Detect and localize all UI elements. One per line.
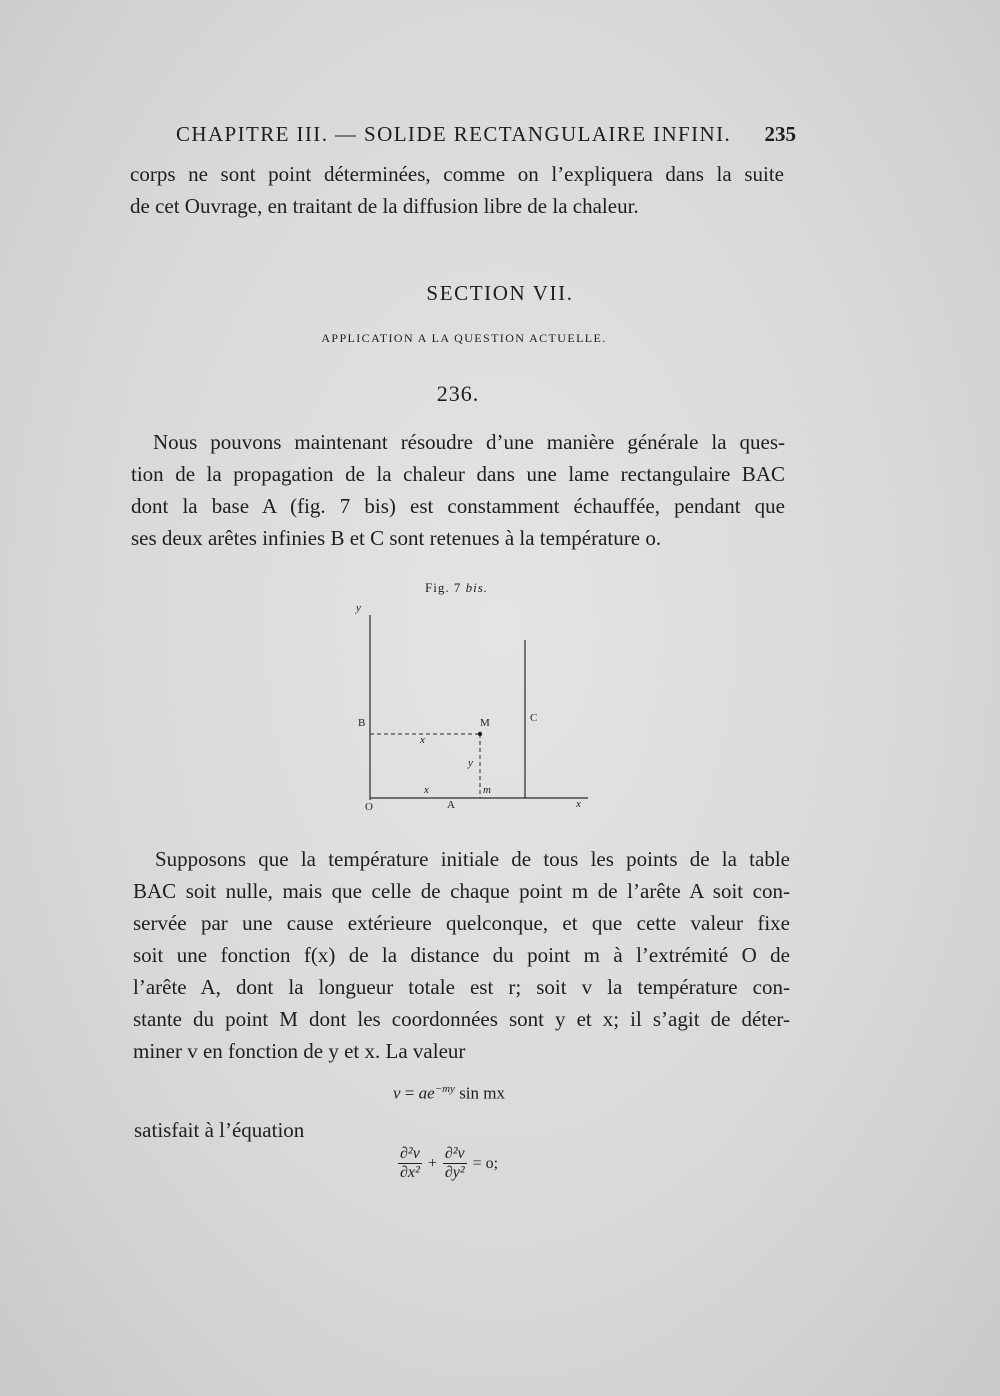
formula-exponent: −my	[434, 1083, 455, 1095]
fraction-term-1	[398, 1145, 422, 1182]
fraction-term-2	[443, 1145, 467, 1182]
text-line: Supposons que la température initiale de tous les points de la table	[155, 847, 790, 871]
text-line: ses deux arêtes infinies B et C sont retenues à la température o.	[131, 526, 662, 550]
label-x-lower: x	[424, 784, 429, 796]
text-line: servée par une cause extérieure quelconque, et que cette valeur fixe	[133, 911, 790, 935]
term1-numerator: ∂²v	[400, 1145, 420, 1162]
text-line: corps ne sont point déterminées, comme on l’expliquera dans la suite	[130, 162, 784, 186]
section-title: SECTION VII.	[426, 281, 574, 305]
term1-denominator: ∂x²	[400, 1164, 420, 1181]
label-m-lower: m	[483, 784, 491, 796]
text-line: tion de la propagation de la chaleur dans une lame rectangulaire BAC	[131, 462, 785, 486]
figure-7-bis	[340, 595, 600, 820]
formula-base: ae	[418, 1083, 435, 1103]
text-line: BAC soit nulle, mais que celle de chaque point m de l’arête A soit con-	[133, 879, 790, 903]
formula-equals: =	[400, 1083, 419, 1103]
paragraph-suppose	[133, 843, 790, 1067]
formula-rest: sin mx	[454, 1083, 505, 1103]
point-m-upper	[478, 732, 482, 736]
page-number: 235	[764, 122, 796, 146]
text-line: stante du point M dont les coordonnées sont y et x; il s’agit de déter-	[133, 1007, 790, 1031]
label-b: B	[358, 717, 366, 729]
plus-sign: +	[427, 1154, 437, 1172]
term2-numerator: ∂²v	[444, 1145, 465, 1162]
intro-paragraph	[130, 158, 784, 222]
text-line: de cet Ouvrage, en traitant de la diffusion libre de la chaleur.	[130, 194, 639, 218]
paragraph-236	[131, 426, 785, 554]
label-x-upper: x	[420, 734, 425, 746]
text-line: miner v en fonction de y et x. La valeur	[133, 1039, 466, 1063]
running-header	[176, 122, 796, 147]
equation-rhs: = o;	[472, 1154, 499, 1172]
formula-equation	[398, 1145, 498, 1182]
figure-caption-suffix: bis.	[465, 580, 489, 595]
text-line: Nous pouvons maintenant résoudre d’une manière générale la ques-	[153, 430, 785, 454]
section-subtitle: APPLICATION A LA QUESTION ACTUELLE.	[321, 331, 607, 345]
article-number: 236.	[436, 381, 480, 406]
label-y-segment: y	[468, 757, 473, 769]
running-title: CHAPITRE III. — SOLIDE RECTANGULAIRE INFINI.	[176, 122, 732, 146]
text-line: dont la base A (fig. 7 bis) est constamment échauffée, pendant que	[131, 494, 785, 518]
label-y-axis: y	[356, 602, 361, 614]
term2-denominator: ∂y²	[444, 1164, 465, 1181]
label-c: C	[530, 712, 538, 724]
satisfait-text: satisfait à l’équation	[134, 1118, 305, 1142]
label-a: A	[447, 799, 455, 811]
figure-caption	[425, 580, 488, 596]
text-line: soit une fonction f(x) de la distance du point m à l’extrémité O de	[133, 943, 790, 967]
figure-caption-prefix: Fig. 7	[425, 580, 462, 595]
formula-lhs: v	[393, 1083, 401, 1103]
formula-solution	[393, 1083, 505, 1104]
label-x-axis: x	[576, 798, 581, 810]
label-m-upper: M	[480, 717, 490, 729]
text-line: l’arête A, dont la longueur totale est r; soit v la température con-	[133, 975, 790, 999]
label-o: O	[365, 801, 373, 813]
